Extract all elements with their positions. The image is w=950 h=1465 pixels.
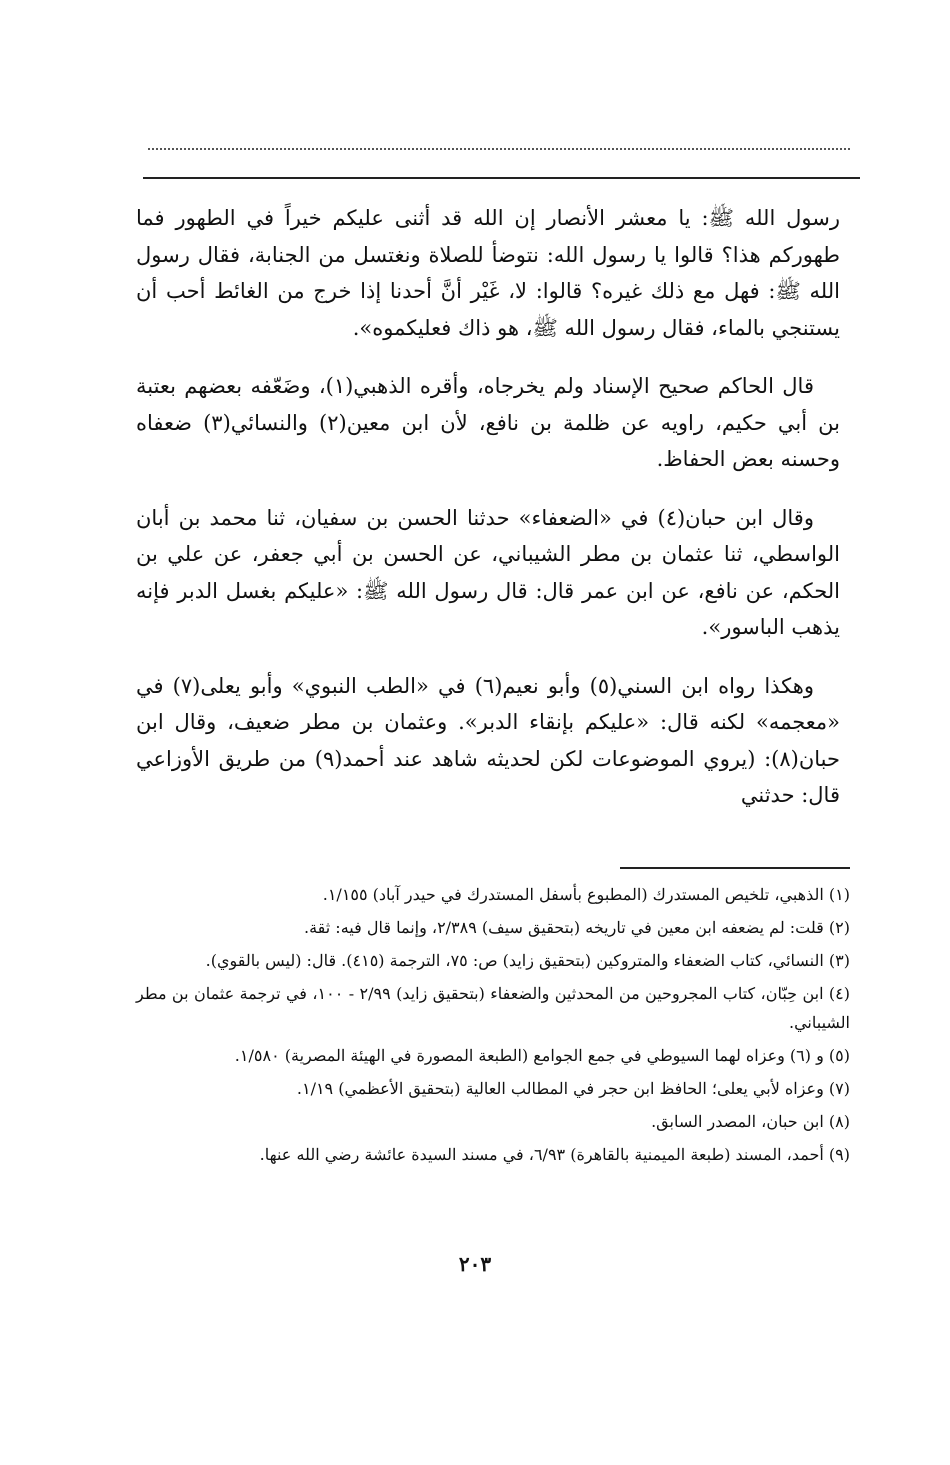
paragraph: وقال ابن حبان(٤) في «الضعفاء» حدثنا الحسن بن سفيان، ثنا محمد بن أبان الواسطي، ثنا عثمان بن مطر الشيباني، عن الحسن بن أبي جعفر، عن علي بن الحكم، عن نافع، عن ابن عمر قال: قال رسول الله ﷺ: «عليكم بغسل الدبر فإنه يذهب الباسور». xyxy=(136,505,841,639)
header-rule xyxy=(143,177,860,179)
footnote: (٨) ابن حبان، المصدر السابق. xyxy=(651,1112,850,1131)
footnote: (٥) و (٦) وعزاه لهما السيوطي في جمع الجوامع (الطبعة المصورة في الهيئة المصرية) ١/٥٨٠. xyxy=(234,1046,850,1065)
paragraph: رسول الله ﷺ: يا معشر الأنصار إن الله قد أثنى عليكم خيراً في الطهور فما طهوركم هذا؟ قالوا يا رسول الله: نتوضأ للصلاة ونغتسل من الجنابة، فقال رسول الله ﷺ: فهل مع ذلك غيره؟ قالوا: لا، غَيْر أنَّ أحدنا إذا خرج من الغائط أحب أن يستنجي بالماء، فقال رسول الله ﷺ، هو ذاك فعليكموه». xyxy=(136,206,840,340)
footnote-separator xyxy=(620,867,850,869)
footnote: (٢) قلت: لم يضعفه ابن معين في تاريخه (بتحقيق سيف) ٢/٣٨٩، وإنما قال فيه: ثقة. xyxy=(304,918,850,937)
footnote: (٩) أحمد، المسند (طبعة الميمنية بالقاهرة) ٦/٩٣، في مسند السيدة عائشة رضي الله عنها. xyxy=(259,1145,850,1164)
header-dotted-rule xyxy=(148,148,850,150)
footnote: (٣) النسائي، كتاب الضعفاء والمتروكين (بتحقيق زايد) ص: ٧٥، الترجمة (٤١٥). قال: (ليس بالقوي). xyxy=(205,951,850,970)
main-text xyxy=(136,200,840,814)
footnote: (١) الذهبي، تلخيص المستدرك (المطبوع بأسفل المستدرك في حيدر آباد) ١/١٥٥. xyxy=(322,885,850,904)
paragraph: قال الحاكم صحيح الإسناد ولم يخرجاه، وأقره الذهبي(١)، وضَعّفه بعضهم بعتبة بن أبي حكيم، راويه عن ظلمة بن نافع، لأن ابن معين(٢) والنسائي(٣) ضعفاه وحسنه بعض الحفاظ. xyxy=(136,374,840,471)
page-number: ٢٠٣ xyxy=(458,1252,492,1276)
footnotes xyxy=(136,880,850,1173)
footnote: (٧) وعزاه لأبي يعلى؛ الحافظ ابن حجر في المطالب العالية (بتحقيق الأعظمي) ١/١٩. xyxy=(296,1079,850,1098)
paragraph: وهكذا رواه ابن السني(٥) وأبو نعيم(٦) في «الطب النبوي» وأبو يعلى(٧) في «معجمه» لكنه قال: «عليكم بإنقاء الدبر». وعثمان بن مطر ضعيف، وقال ابن حبان(٨): (يروي الموضوعات لكن لحديثه شاهد عند أحمد(٩) من طريق الأوزاعي قال: حدثني xyxy=(136,673,841,807)
footnote: (٤) ابن حِبّان، كتاب المجروحين من المحدثين والضعفاء (بتحقيق زايد) ٢/٩٩ - ١٠٠، في ترجمة عثمان بن مطر الشيباني. xyxy=(136,984,851,1032)
